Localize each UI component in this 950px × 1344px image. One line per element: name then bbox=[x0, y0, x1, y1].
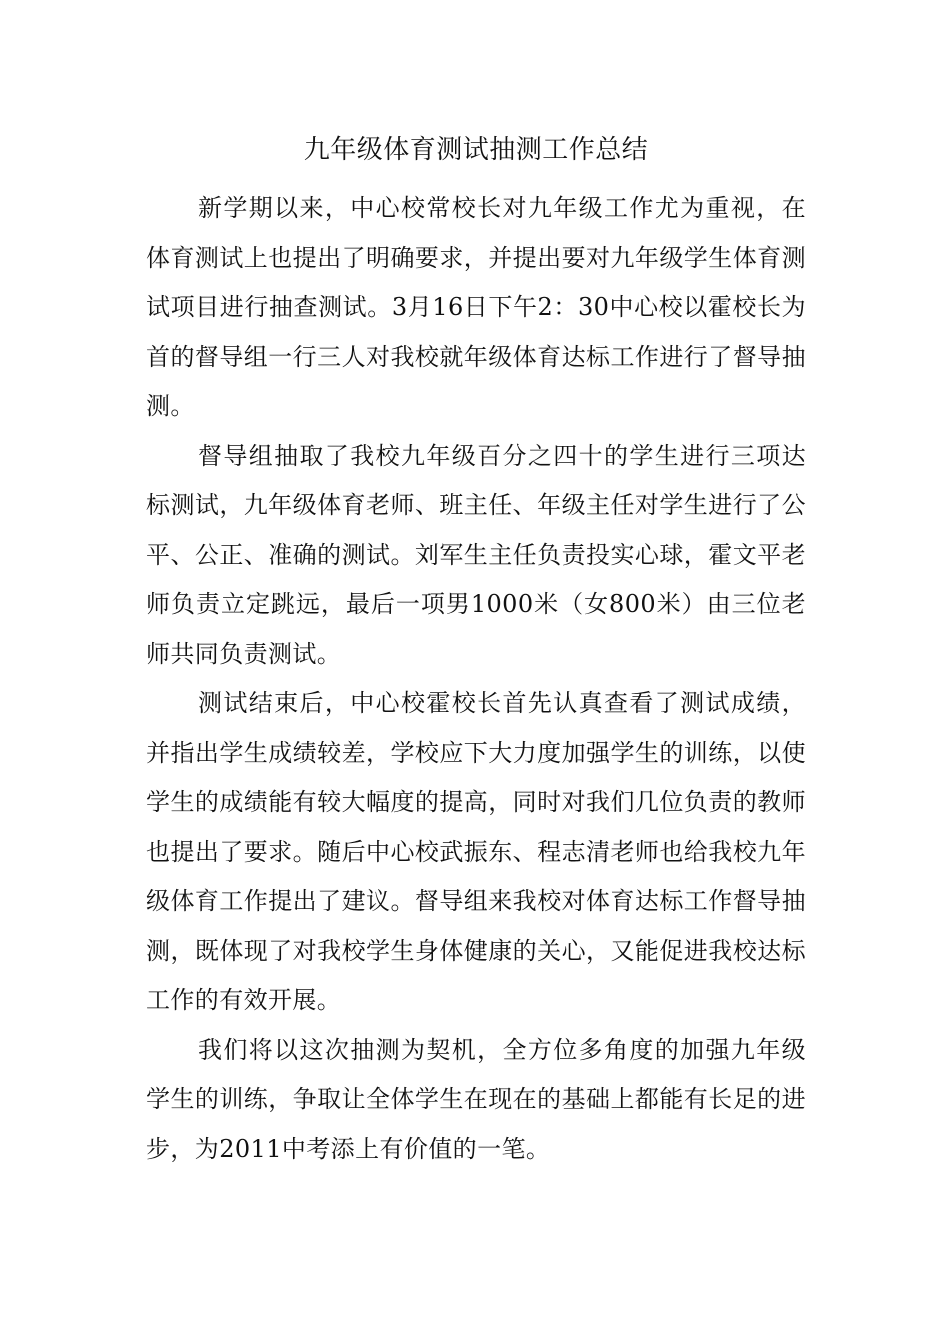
paragraph-4: 我们将以这次抽测为契机，全方位多角度的加强九年级学生的训练，争取让全体学生在现在的基础上都能有长足的进步，为2011中考添上有价值的一笔。 bbox=[146, 1035, 806, 1163]
paragraph-1: 新学期以来，中心校常校长对九年级工作尤为重视，在体育测试上也提出了明确要求，并提出要对九年级学生体育测试项目进行抽查测试。3月16日下午2：30中心校以霍校长为首的督导组一行三人对我校就年级体育达标工作进行了督导抽测。 bbox=[146, 194, 806, 420]
document-title: 九年级体育测试抽测工作总结 bbox=[303, 135, 649, 165]
document-body bbox=[146, 124, 806, 1174]
paragraph-3: 测试结束后，中心校霍校长首先认真查看了测试成绩，并指出学生成绩较差，学校应下大力度加强学生的训练，以使学生的成绩能有较大幅度的提高，同时对我们几位负责的教师也提出了要求。随后中心校武振东、程志清老师也给我校九年级体育工作提出了建议。督导组来我校对体育达标工作督导抽测，既体现了对我校学生身体健康的关心，又能促进我校达标工作的有效开展。 bbox=[146, 689, 806, 1014]
paragraph-2: 督导组抽取了我校九年级百分之四十的学生进行三项达标测试，九年级体育老师、班主任、年级主任对学生进行了公平、公正、准确的测试。刘军生主任负责投实心球，霍文平老师负责立定跳远，最后一项男1000米（女800米）由三位老师共同负责测试。 bbox=[146, 441, 806, 668]
